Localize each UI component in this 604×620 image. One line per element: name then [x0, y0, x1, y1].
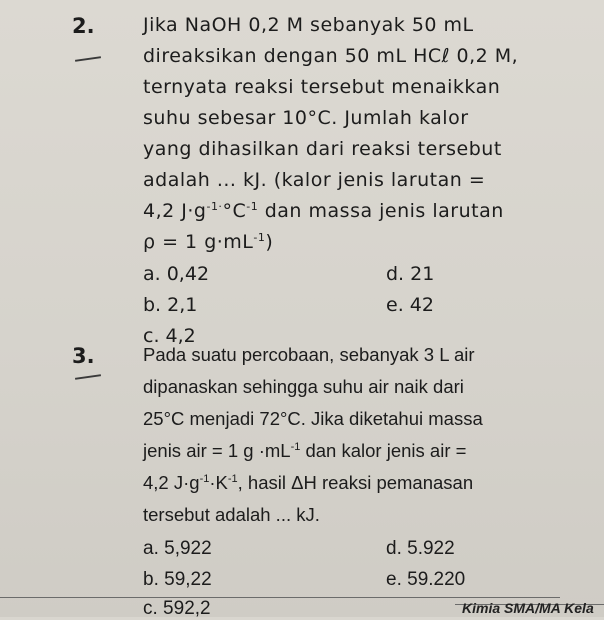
- option-c: c. 592,2: [143, 598, 211, 619]
- option-a: a. 5,922: [143, 538, 212, 559]
- footer-book-title: Kimia SMA/MA Kela: [462, 600, 594, 616]
- question-text-line: Pada suatu percobaan, sebanyak 3 L air: [143, 344, 475, 365]
- option-c: c. 4,2: [143, 325, 196, 347]
- pen-tick-mark: [75, 56, 101, 62]
- option-b: b. 2,1: [143, 294, 198, 316]
- question-text-line: ρ = 1 $g\cdot mL^{-1}$): [143, 231, 274, 253]
- option-e: e. 42: [386, 294, 434, 316]
- question-text-line: yang dihasilkan dari reaksi tersebut: [143, 138, 502, 160]
- option-d: d. 5.922: [386, 538, 455, 559]
- question-text-line: suhu sebesar 10°C. Jumlah kalor: [143, 107, 469, 129]
- question-number: 2.: [72, 14, 95, 38]
- question-text-line: dipanaskan sehingga suhu air naik dari: [143, 376, 464, 397]
- question-text-line: ternyata reaksi tersebut menaikkan: [143, 76, 501, 98]
- footer-divider: [0, 597, 560, 598]
- question-text-line: adalah ... kJ. (kalor jenis larutan =: [143, 169, 486, 191]
- option-d: d. 21: [386, 263, 435, 285]
- option-b: b. 59,22: [143, 569, 212, 590]
- question-text-line: Jika NaOH 0,2 M sebanyak 50 mL: [143, 14, 474, 36]
- question-text-line: direaksikan dengan 50 mL HCℓ 0,2 M,: [143, 45, 519, 67]
- question-text-line: 4,2 $J\cdot g^{-1\cdot}^\circ C^{-1}$ dan massa jenis larutan: [143, 200, 504, 222]
- question-number: 3.: [72, 344, 95, 368]
- question-text-line: 4,2 $J\cdot g^{-1}\cdot K^{-1}$, hasil ΔH reaksi pemanasan: [143, 472, 474, 493]
- question-text-line: tersebut adalah ... kJ.: [143, 504, 320, 525]
- pen-tick-mark: [75, 374, 101, 380]
- question-text-line: jenis air = 1 $g \cdot mL^{-1}$ dan kalor jenis air =: [143, 440, 467, 461]
- option-e: e. 59.220: [386, 569, 466, 590]
- option-a: a. 0,42: [143, 263, 210, 285]
- question-text-line: 25°C menjadi 72°C. Jika diketahui massa: [143, 408, 483, 429]
